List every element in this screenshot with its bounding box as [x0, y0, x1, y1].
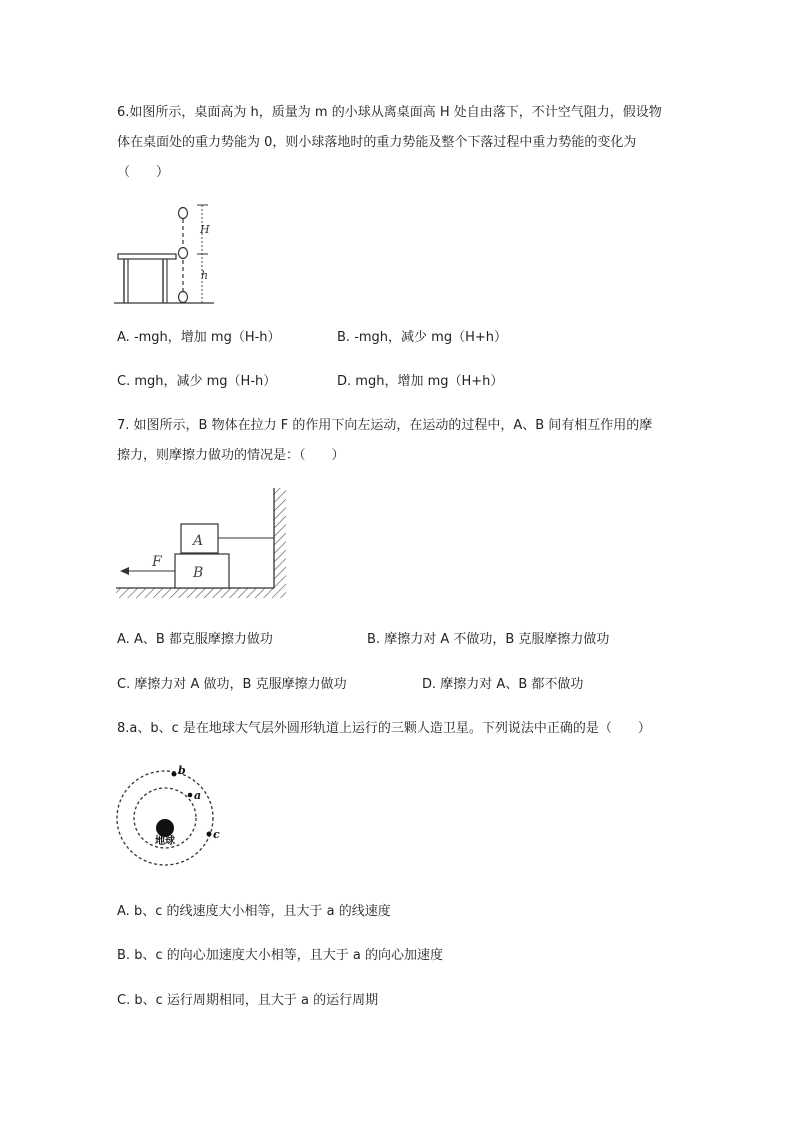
ball-start: [179, 208, 188, 219]
option-text: 摩擦力对 A、B 都不做功: [440, 677, 584, 692]
q7-stem-line-1: 7. 如图所示，B 物体在拉力 F 的作用下向左运动，在运动的过程中，A、B 间有相互作用的摩: [117, 418, 653, 433]
satellite-c: [207, 832, 212, 837]
option-letter: B.: [367, 632, 381, 647]
label-h: h: [201, 269, 209, 282]
table-top: [118, 254, 176, 259]
q6-option-d: [337, 373, 503, 391]
satellite-a: [188, 793, 193, 798]
option-letter: C.: [117, 677, 131, 692]
option-letter: C.: [117, 374, 131, 389]
label-b: b: [178, 764, 186, 777]
option-letter: A.: [117, 330, 130, 345]
option-text: 摩擦力对 A 不做功，B 克服摩擦力做功: [384, 632, 610, 647]
option-letter: C.: [117, 993, 131, 1008]
q8-option-b: [117, 947, 443, 965]
option-text: -mgh，减少 mg（H+h）: [354, 330, 508, 345]
option-text: -mgh，增加 mg（H-h）: [133, 330, 281, 345]
q8-option-a: [117, 903, 391, 921]
option-letter: B.: [117, 948, 131, 963]
q6-option-c: [117, 373, 276, 391]
floor-hatch: [116, 588, 286, 598]
q6-stem-line-2: 体在桌面处的重力势能为 0，则小球落地时的重力势能及整个下落过程中重力势能的变化为: [117, 135, 637, 150]
option-text: b、c 的向心加速度大小相等，且大于 a 的向心加速度: [134, 948, 443, 963]
option-letter: A.: [117, 904, 130, 919]
satellite-b: [172, 772, 177, 777]
orbit-outer: [117, 771, 213, 865]
option-letter: D.: [337, 374, 352, 389]
label-earth: 地球: [155, 836, 175, 847]
option-text: mgh，增加 mg（H+h）: [355, 374, 504, 389]
q7-figure-blocks: [112, 486, 294, 606]
q8-option-c: [117, 992, 378, 1010]
q6-answer-paren: （ ）: [117, 165, 170, 180]
q8-stem-line-1: 8.a、b、c 是在地球大气层外圆形轨道上运行的三颗人造卫星。下列说法中正确的是（ ）: [117, 721, 651, 736]
q6-option-a: [117, 329, 281, 347]
q6-option-b: [337, 329, 507, 347]
wall-hatch: [274, 488, 286, 588]
q7-option-b: [367, 631, 609, 649]
label-B: B: [193, 565, 204, 581]
option-letter: B.: [337, 330, 351, 345]
ball-ground: [179, 292, 188, 303]
label-A: A: [193, 533, 204, 549]
option-letter: D.: [422, 677, 437, 692]
force-arrow-head: [120, 567, 129, 575]
label-F: F: [152, 554, 162, 570]
q7-option-a: [117, 631, 273, 649]
option-text: A、B 都克服摩擦力做功: [133, 632, 273, 647]
label-a: a: [194, 789, 202, 802]
option-text: b、c 运行周期相同，且大于 a 的运行周期: [134, 993, 379, 1008]
label-c: c: [213, 828, 220, 841]
q7-option-d: [422, 676, 583, 694]
earth: [156, 819, 174, 837]
q6-figure-table-ball: [110, 200, 220, 308]
option-text: 摩擦力对 A 做功，B 克服摩擦力做功: [134, 677, 347, 692]
option-letter: A.: [117, 632, 130, 647]
option-text: mgh，减少 mg（H-h）: [134, 374, 277, 389]
ball-table-level: [179, 248, 188, 259]
label-H: H: [200, 223, 210, 236]
q7-stem-line-2: 擦力，则摩擦力做功的情况是：（ ）: [117, 448, 345, 463]
option-text: b、c 的线速度大小相等，且大于 a 的线速度: [133, 904, 391, 919]
q7-option-c: [117, 676, 347, 694]
q8-figure-orbits: [110, 762, 230, 872]
q6-stem-line-1: 6.如图所示，桌面高为 h，质量为 m 的小球从离桌面高 H 处自由落下，不计空气阻力，假设物: [117, 105, 662, 120]
